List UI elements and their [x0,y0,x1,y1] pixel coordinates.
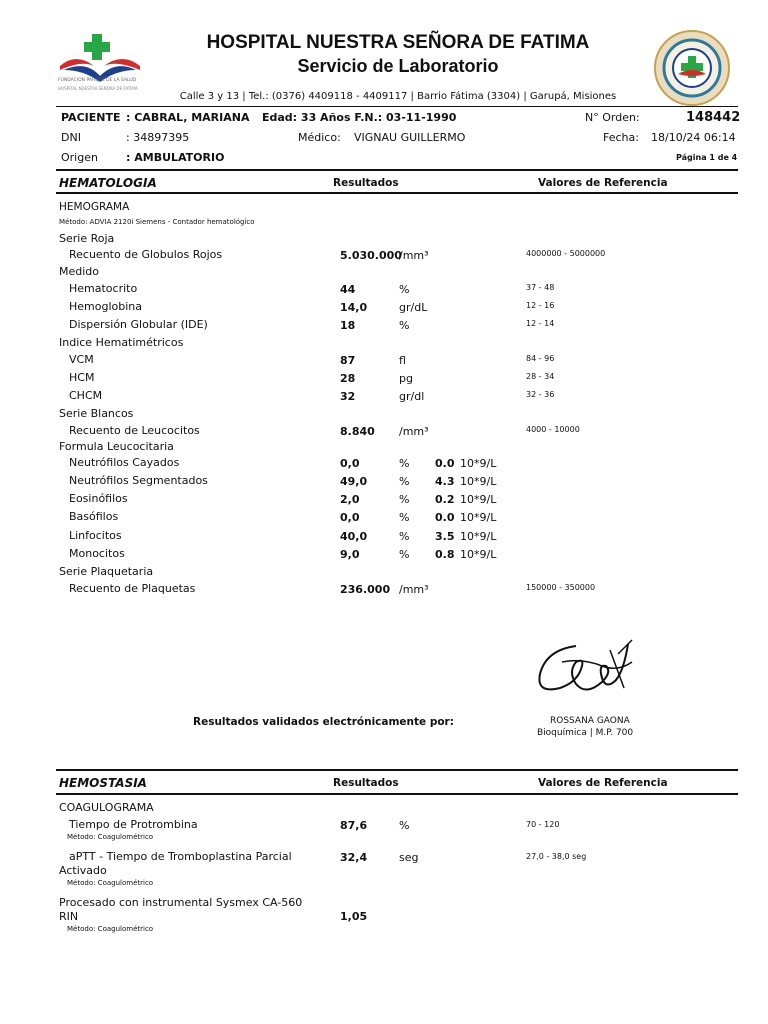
test-reference: 37 - 48 [526,283,555,292]
test-reference: 70 - 120 [526,820,560,829]
test-unit: % [399,493,410,506]
results-header: Resultados [333,177,399,189]
test-reference: 4000 - 10000 [526,425,580,434]
test-absolute: 0.2 [435,493,455,506]
test-name: Tiempo de Protrombina [69,818,198,831]
test-reference: 150000 - 350000 [526,583,596,592]
test-unit: % [399,475,410,488]
test-name: Recuento de Plaquetas [69,582,196,595]
test-value: 8.840 [340,425,375,438]
signature [532,632,644,712]
test-absolute: 0.0 [435,511,455,524]
test-unit: gr/dl [399,390,425,403]
test-unit: % [399,319,410,332]
test-absolute-unit: 10*9/L [460,493,497,506]
date-label: Fecha: [603,131,639,144]
test-unit: % [399,457,410,470]
coagulograma-heading: COAGULOGRAMA [59,801,154,814]
test-reference: 27,0 - 38,0 seg [526,852,587,861]
hematologia-bottom-rule [56,192,738,194]
test-name: Recuento de Leucocitos [69,424,200,437]
test-name: HCM [69,371,95,384]
doctor-name: VIGNAU GUILLERMO [354,131,466,144]
test-name: RIN [59,910,79,923]
test-name: Monocitos [69,547,125,560]
test-unit: % [399,548,410,561]
test-name: Eosinófilos [69,492,128,505]
test-unit: seg [399,851,419,864]
order-number: 148442 [686,110,741,125]
dni-value: : 34897395 [126,131,190,144]
test-value: 49,0 [340,475,368,488]
signer-title: Bioquímica | M.P. 700 [537,728,634,738]
test-value: 14,0 [340,301,368,314]
test-absolute-unit: 10*9/L [460,548,497,561]
test-name: Hematocrito [69,282,138,295]
test-value: 1,05 [340,910,368,923]
test-absolute-unit: 10*9/L [460,530,497,543]
test-name-continued: Activado [59,864,107,877]
test-name: Dispersión Globular (IDE) [69,318,208,331]
origin-label: Origen [61,151,98,164]
test-absolute: 0.0 [435,457,455,470]
hospital-name: HOSPITAL NUESTRA SEÑORA DE FATIMA [206,32,590,53]
test-reference: 4000000 - 5000000 [526,249,606,258]
hemostasia-title: HEMOSTASIA [59,776,147,790]
test-absolute-unit: 10*9/L [460,475,497,488]
test-value: 5.030.000 [340,249,402,262]
hemograma-method: Método: ADVIA 2120i Siemens - Contador hematológico [59,218,255,226]
patient-label: PACIENTE [61,111,121,124]
reference-header: Valores de Referencia [538,777,668,789]
test-name: CHCM [69,389,103,402]
results-header: Resultados [333,777,399,789]
test-value: 44 [340,283,356,296]
test-value: 87 [340,354,356,367]
date-value: 18/10/24 06:14 [651,131,736,144]
header-rule [56,106,738,107]
test-value: 2,0 [340,493,360,506]
patient-age: Edad: 33 Años F.N.: 03-11-1990 [262,111,457,124]
indices-heading: Indice Hematimétricos [59,336,184,349]
test-name: aPTT - Tiempo de Tromboplastina Parcial [69,850,292,863]
test-unit: fl [399,354,406,367]
test-value: 9,0 [340,548,360,561]
test-value: 28 [340,372,356,385]
test-reference: 28 - 34 [526,372,555,381]
test-unit: /mm³ [399,249,429,262]
test-value: 0,0 [340,511,360,524]
test-value: 0,0 [340,457,360,470]
test-value: 40,0 [340,530,368,543]
test-absolute: 3.5 [435,530,455,543]
procesado-heading: Procesado con instrumental Sysmex CA-560 [59,896,303,909]
test-name: VCM [69,353,94,366]
test-value: 87,6 [340,819,368,832]
test-unit: gr/dL [399,301,428,314]
patient-name: : CABRAL, MARIANA [126,111,250,124]
address: Calle 3 y 13 | Tel.: (0376) 4409118 - 4409117 | Barrio Fátima (3304) | Garupá, Misiones [179,91,617,102]
test-name: Linfocitos [69,529,122,542]
reference-header: Valores de Referencia [538,177,668,189]
test-absolute-unit: 10*9/L [460,457,497,470]
doctor-label: Médico: [298,131,341,144]
origin-value: : AMBULATORIO [126,151,225,164]
test-unit: pg [399,372,413,385]
hospital-seal [652,28,732,108]
hemostasia-bottom-rule [56,793,738,795]
test-unit: % [399,530,410,543]
test-value: 32 [340,390,356,403]
test-unit: /mm³ [399,583,429,596]
hematologia-title: HEMATOLOGIA [59,176,157,190]
test-unit: /mm³ [399,425,429,438]
formula-heading: Formula Leucocitaria [59,440,174,453]
serie-roja-heading: Serie Roja [59,232,115,245]
test-name: Hemoglobina [69,300,143,313]
test-method: Método: Coagulométrico [67,879,154,887]
signer-name: ROSSANA GAONA [550,716,630,726]
test-unit: % [399,283,410,296]
validation-text: Resultados validados electrónicamente por: [193,716,454,728]
hemostasia-top-rule [56,769,738,771]
dni-label: DNI [61,131,81,144]
serie-blancos-heading: Serie Blancos [59,407,134,420]
test-name: Neutrófilos Cayados [69,456,180,469]
test-reference: 84 - 96 [526,354,555,363]
order-label: N° Orden: [585,111,640,124]
test-name: Recuento de Globulos Rojos [69,248,223,261]
test-unit: % [399,511,410,524]
test-name: Basófilos [69,510,119,523]
test-reference: 12 - 14 [526,319,555,328]
hematologia-top-rule [56,169,738,171]
test-unit: % [399,819,410,832]
test-value: 236.000 [340,583,391,596]
logo-subtext: HOSPITAL NUESTRA SEÑORA DE FATIMA [58,86,138,91]
test-method: Método: Coagulométrico [67,925,154,933]
test-reference: 12 - 16 [526,301,555,310]
test-absolute: 4.3 [435,475,455,488]
test-absolute: 0.8 [435,548,455,561]
test-value: 32,4 [340,851,368,864]
medido-heading: Medido [59,265,100,278]
hemograma-heading: HEMOGRAMA [59,201,130,213]
test-value: 18 [340,319,356,332]
test-absolute-unit: 10*9/L [460,511,497,524]
test-reference: 32 - 36 [526,390,555,399]
test-method: Método: Coagulométrico [67,833,154,841]
serie-plaquetaria-heading: Serie Plaquetaria [59,565,154,578]
page-number: Página 1 de 4 [676,153,738,162]
logo-text: FUNDACION PARQUE DE LA SALUD [58,78,137,83]
test-name: Neutrófilos Segmentados [69,474,208,487]
service-name: Servicio de Laboratorio [297,56,499,76]
